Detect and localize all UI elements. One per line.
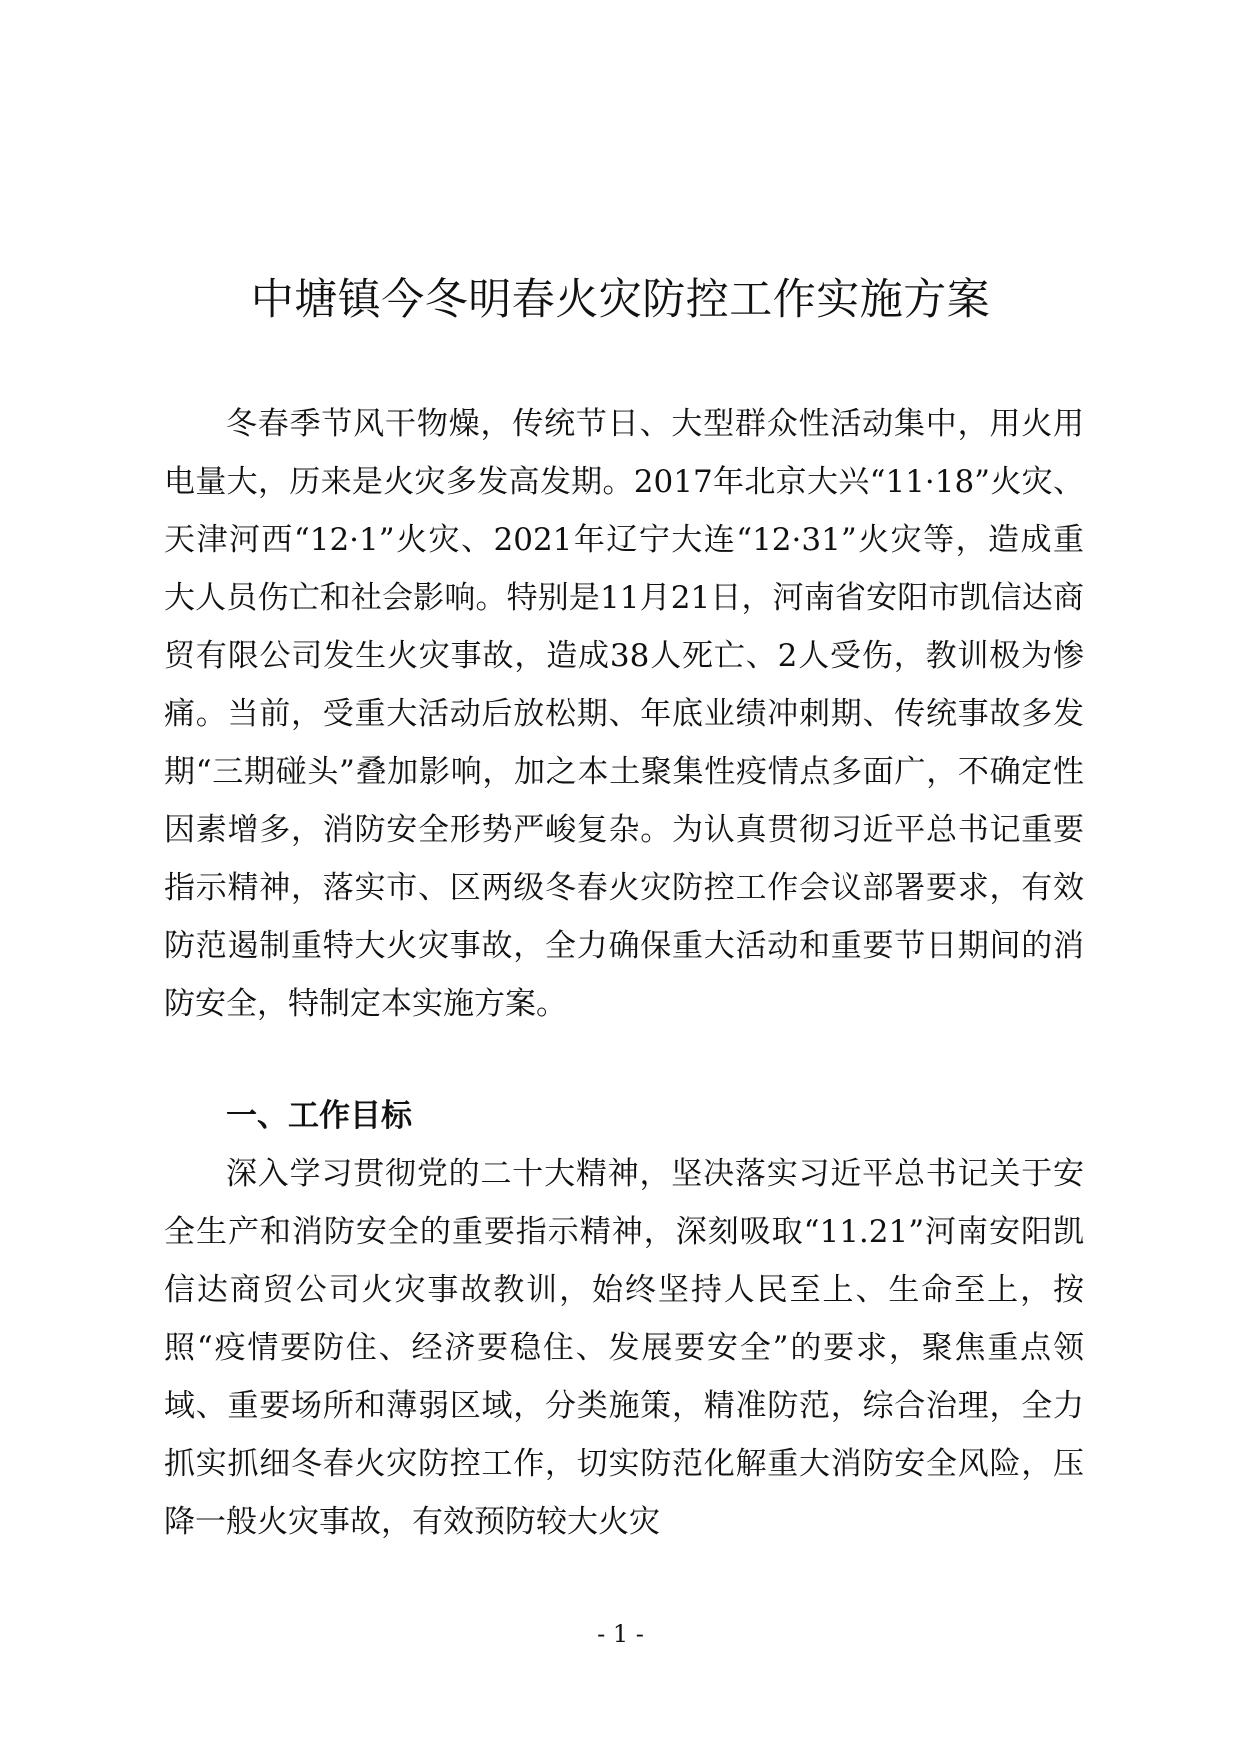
work-goals-paragraph: 深入学习贯彻党的二十大精神，坚决落实习近平总书记关于安全生产和消防安全的重要指示精神，深刻吸取“11.21”河南安阳凯信达商贸公司火灾事故教训，始终坚持人民至上、生命至上，按照“疫情要防住、经济要稳住、发展要安全”的要求，聚焦重点领域、重要场所和薄弱区域，分类施策，精准防范，综合治理，全力抓实抓细冬春火灾防控工作，切实防范化解重大消防安全风险，压降一般火灾事故，有效预防较大火灾 bbox=[164, 1156, 1084, 1540]
document-title: 中塘镇今冬明春火灾防控工作实施方案 bbox=[250, 275, 991, 325]
intro-paragraph: 冬春季节风干物燥，传统节日、大型群众性活动集中，用火用电量大，历来是火灾多发高发期。2017年北京大兴“11·18”火灾、天津河西“12·1”火灾、2021年辽宁大连“12·31”火灾等，造成重大人员伤亡和社会影响。特别是11月21日，河南省安阳市凯信达商贸有限公司发生火灾事故，造成38人死亡、2人受伤，教训极为惨痛。当前，受重大活动后放松期、年底业绩冲刺期、传统事故多发期“三期碰头”叠加影响，加之本土聚集性疫情点多面广，不确定性因素增多，消防安全形势严峻复杂。为认真贯彻习近平总书记重要指示精神，落实市、区两级冬春火灾防控工作会议部署要求，有效防范遏制重特大火灾事故，全力确保重大活动和重要节日期间的消防安全，特制定本实施方案。 bbox=[164, 406, 1084, 1022]
page-number: - 1 - bbox=[597, 1620, 644, 1648]
section-heading-work-goals: 一、工作目标 bbox=[226, 1098, 412, 1134]
